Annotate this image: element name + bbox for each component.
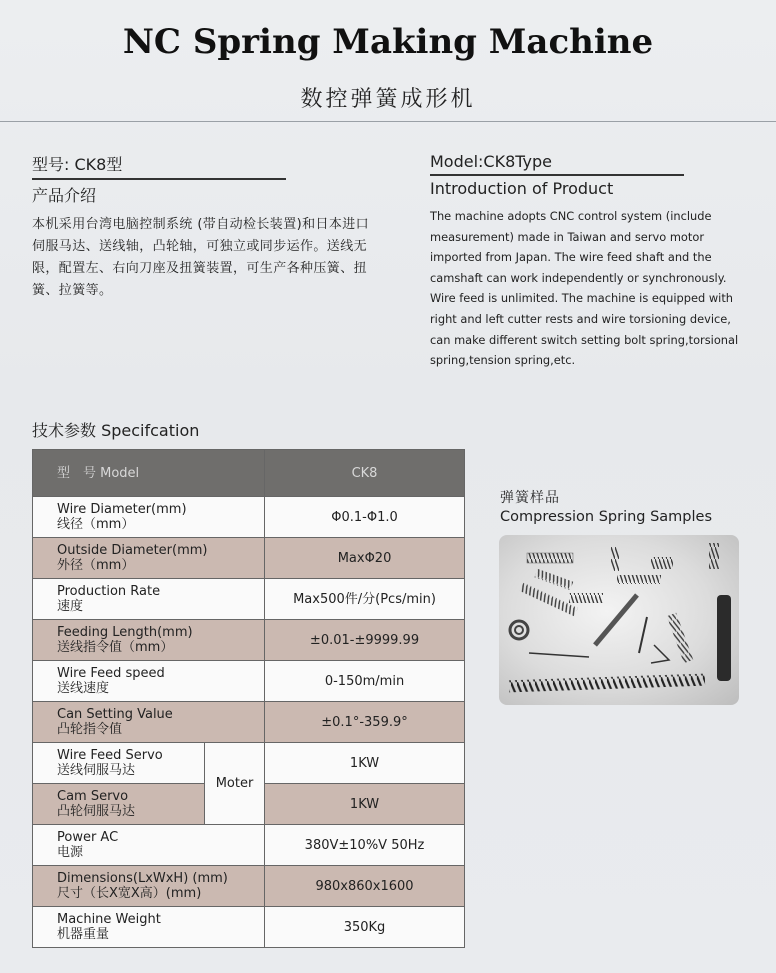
table-row [33,620,465,661]
spec-label-cn: 送线指令值（mm） [57,640,174,655]
spec-label-cn: 机器重量 [57,927,110,942]
spec-label-en: Outside Diameter(mm) [57,543,208,558]
spec-value: 1KW [265,743,465,784]
table-row [33,579,465,620]
table-row [33,866,465,907]
spec-label [33,784,205,825]
spec-label-en: Wire Feed Servo [57,748,163,763]
model-underline [32,178,286,180]
spec-label-en: Wire Diameter(mm) [57,502,187,517]
table-header-row [33,450,465,497]
spec-label [33,866,265,907]
spec-label [33,907,265,948]
spec-value: MaxΦ20 [265,538,465,579]
spec-label-cn: 线径（mm） [57,517,135,532]
spec-label [33,497,265,538]
spec-value: 1KW [265,784,465,825]
model-label-cn: 型号: CK8型 [32,155,123,174]
spec-label-en: Can Setting Value [57,707,173,722]
spec-value: Φ0.1-Φ1.0 [265,497,465,538]
spec-label-en: Dimensions(LxWxH) (mm) [57,871,228,886]
intro-body-en: The machine adopts CNC control system (include measurement) made in Taiwan and servo motor imported from Japan. The wire feed shaft and the camshaft can work independently or synchronously. Wire feed is unlimited. The machine is equipped with right and left cutter rests and wire torsioning device, can make different switch setting bolt spring,torsional spring,tension spring,etc. [430,209,739,368]
header-label: 型 号 Model [33,450,265,497]
table-row [33,538,465,579]
spec-label-cn: 凸轮指令值 [57,722,123,737]
springs-illustration [499,535,739,705]
intro-english [430,152,750,371]
samples-title-cn: 弹簧样品 [500,490,560,506]
spec-label [33,702,265,743]
spec-label-en: Wire Feed speed [57,666,165,681]
intro-title-cn: 产品介绍 [32,186,97,205]
spec-label [33,538,265,579]
spec-label-cn: 速度 [57,599,84,614]
spec-label [33,661,265,702]
table-row [33,702,465,743]
spec-value: 980x860x1600 [265,866,465,907]
intro-title-en: Introduction of Product [430,179,614,198]
model-label-en: Model:CK8Type [430,152,553,171]
spec-value: 0-150m/min [265,661,465,702]
table-row [33,743,465,784]
spec-label-cn: 送线速度 [57,681,110,696]
intro-body-cn: 本机采用台湾电脑控制系统 (带自动检长装置)和日本进口伺服马达、送线轴，凸轮轴，可独立或同步运作。送线无限，配置左、右向刀座及扭簧装置，可生产各种压簧、扭簧、拉簧等。 [32,217,370,298]
model-underline [430,174,684,176]
samples-title-en: Compression Spring Samples [500,509,713,525]
spec-heading: 技术参数 Specifcation [32,421,200,440]
spec-table [32,449,465,948]
spec-label [33,743,205,784]
spec-label-cn: 尺寸（长X宽X高）(mm) [57,886,202,901]
spec-label-en: Cam Servo [57,789,129,804]
spec-label [33,579,265,620]
table-row [33,907,465,948]
spring-samples-photo [499,535,739,705]
spec-label-cn: 凸轮伺服马达 [57,804,136,819]
spec-label-en: Feeding Length(mm) [57,625,193,640]
spec-label-cn: 外径（mm） [57,558,135,573]
table-row [33,497,465,538]
page-title: NC Spring Making Machine [122,22,654,62]
spec-label-cn: 电源 [57,845,84,860]
spec-label [33,620,265,661]
table-row [33,825,465,866]
spec-value: ±0.1°-359.9° [265,702,465,743]
spec-value: ±0.01-±9999.99 [265,620,465,661]
spec-value: 350Kg [265,907,465,948]
header-divider [0,121,776,122]
spec-label-en: Machine Weight [57,912,161,927]
table-row [33,661,465,702]
header-value: CK8 [265,450,465,497]
spec-label-en: Power AC [57,830,119,845]
spec-label-en: Production Rate [57,584,161,599]
moter-label: Moter [205,743,265,825]
intro-chinese [32,152,372,302]
spec-value: 380V±10%V 50Hz [265,825,465,866]
samples-caption [500,487,760,525]
spec-label-cn: 送线伺服马达 [57,763,136,778]
spec-label [33,825,265,866]
page-subtitle: 数控弹簧成形机 [300,87,476,112]
spec-value: Max500件/分(Pcs/min) [265,579,465,620]
